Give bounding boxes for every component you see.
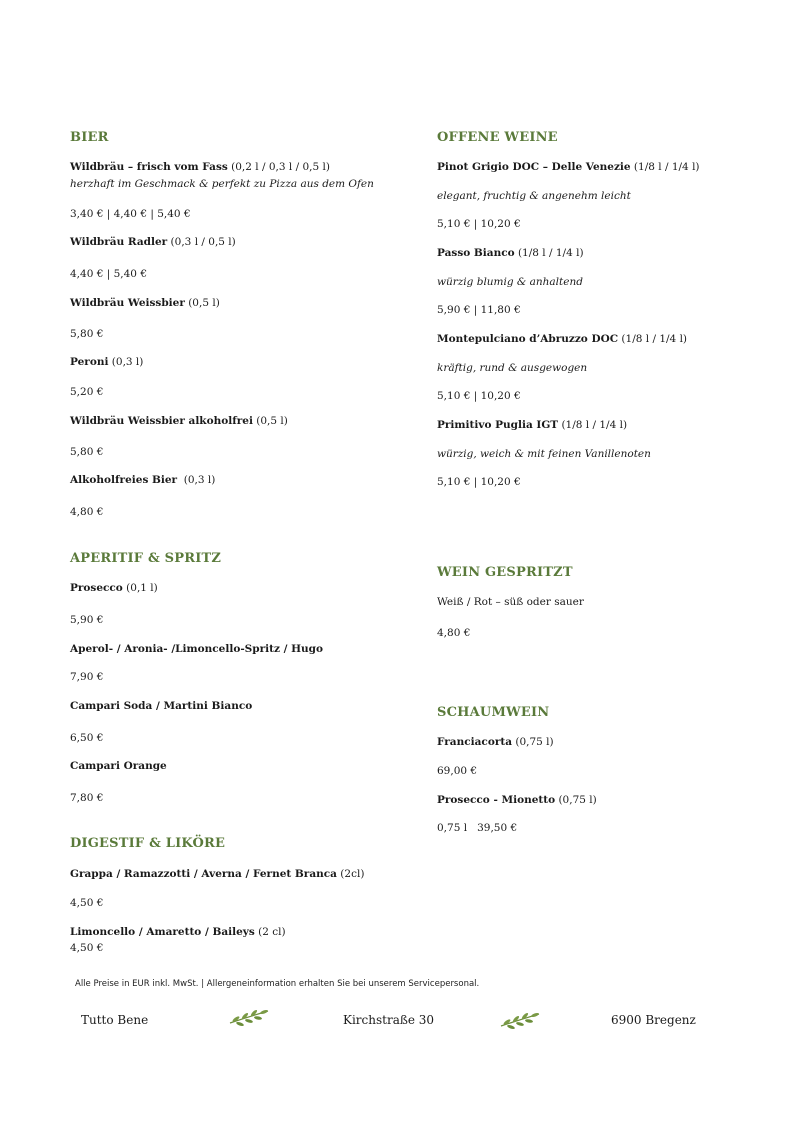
- menu-item-name: Grappa / Ramazzotti / Averna / Fernet Branca (2cl): [70, 868, 365, 880]
- menu-item-price: 5,10 € | 10,20 €: [437, 390, 521, 402]
- menu-item-name: Peroni (0,3 l): [70, 356, 144, 368]
- menu-item-name: Campari Orange: [70, 760, 167, 772]
- menu-item-name: Alkoholfreies Bier (0,3 l): [70, 474, 216, 486]
- menu-item-price: 3,40 € | 4,40 € | 5,40 €: [70, 208, 191, 220]
- menu-item-price: 7,80 €: [70, 792, 104, 804]
- menu-item-price: 5,10 € | 10,20 €: [437, 218, 521, 230]
- section-heading-digestif: DIGESTIF & LIKÖRE: [70, 836, 226, 851]
- menu-item-name: Primitivo Puglia IGT (1/8 l / 1/4 l): [437, 419, 628, 431]
- menu-item-name: Prosecco (0,1 l): [70, 582, 158, 594]
- olive-branch-icon: [499, 1010, 541, 1030]
- menu-item-name: Wildbräu Weissbier (0,5 l): [70, 297, 220, 309]
- menu-item-name: Wildbräu – frisch vom Fass (0,2 l / 0,3 l / 0,5 l): [70, 161, 330, 173]
- section-heading-wein-gespritzt: WEIN GESPRITZT: [437, 565, 573, 580]
- menu-item-price: 5,80 €: [70, 328, 104, 340]
- menu-item-price: 5,80 €: [70, 446, 104, 458]
- menu-item-name: Wildbräu Radler (0,3 l / 0,5 l): [70, 236, 236, 248]
- menu-item-name: Franciacorta (0,75 l): [437, 736, 554, 748]
- menu-item-price: 4,50 €: [70, 897, 104, 909]
- menu-item-name: Weiß / Rot – süß oder sauer: [437, 596, 584, 608]
- menu-item-name: Pinot Grigio DOC – Delle Venezie (1/8 l / 1/4 l): [437, 161, 700, 173]
- menu-item-desc: kräftig, rund & ausgewogen: [437, 362, 588, 374]
- section-heading-offene-weine: OFFENE WEINE: [437, 130, 558, 145]
- menu-item-price: 5,90 € | 11,80 €: [437, 304, 521, 316]
- olive-branch-icon: [228, 1007, 270, 1027]
- menu-item-name: Prosecco - Mionetto (0,75 l): [437, 794, 597, 806]
- menu-item-price: 5,20 €: [70, 386, 104, 398]
- menu-item-desc: elegant, fruchtig & angenehm leicht: [437, 190, 631, 202]
- footer-street: Kirchstraße 30: [343, 1013, 435, 1027]
- menu-item-name: Passo Bianco (1/8 l / 1/4 l): [437, 247, 584, 259]
- section-heading-schaumwein: SCHAUMWEIN: [437, 705, 550, 720]
- menu-item-name: Aperol- / Aronia- /Limoncello-Spritz / Hugo: [70, 643, 323, 655]
- menu-item-desc: würzig blumig & anhaltend: [437, 276, 583, 288]
- menu-item-price: 5,10 € | 10,20 €: [437, 476, 521, 488]
- menu-item-price: 4,80 €: [70, 506, 104, 518]
- menu-item-price: 6,50 €: [70, 732, 104, 744]
- footer-city: 6900 Bregenz: [611, 1013, 696, 1027]
- menu-item-price: 69,00 €: [437, 765, 478, 777]
- menu-item-desc: würzig, weich & mit feinen Vanillenoten: [437, 448, 651, 460]
- menu-item-price: 4,80 €: [437, 627, 471, 639]
- price-note: Alle Preise in EUR inkl. MwSt. | Allergeneinformation erhalten Sie bei unserem Servicepersonal.: [75, 979, 480, 989]
- section-heading-bier: BIER: [70, 130, 109, 145]
- menu-item-price: 0,75 l 39,50 €: [437, 822, 518, 834]
- menu-item-name: Montepulciano d’Abruzzo DOC (1/8 l / 1/4 l): [437, 333, 688, 345]
- menu-item-desc: herzhaft im Geschmack & perfekt zu Pizza aus dem Ofen: [70, 178, 374, 190]
- footer-restaurant-name: Tutto Bene: [81, 1013, 149, 1027]
- menu-item-price: 7,90 €: [70, 671, 104, 683]
- menu-item-name: Limoncello / Amaretto / Baileys (2 cl): [70, 926, 286, 938]
- menu-item-price: 4,50 €: [70, 942, 104, 954]
- menu-item-name: Wildbräu Weissbier alkoholfrei (0,5 l): [70, 415, 288, 427]
- section-heading-aperitif: APERITIF & SPRITZ: [70, 551, 222, 566]
- menu-item-price: 5,90 €: [70, 614, 104, 626]
- menu-item-price: 4,40 € | 5,40 €: [70, 268, 148, 280]
- menu-item-name: Campari Soda / Martini Bianco: [70, 700, 253, 712]
